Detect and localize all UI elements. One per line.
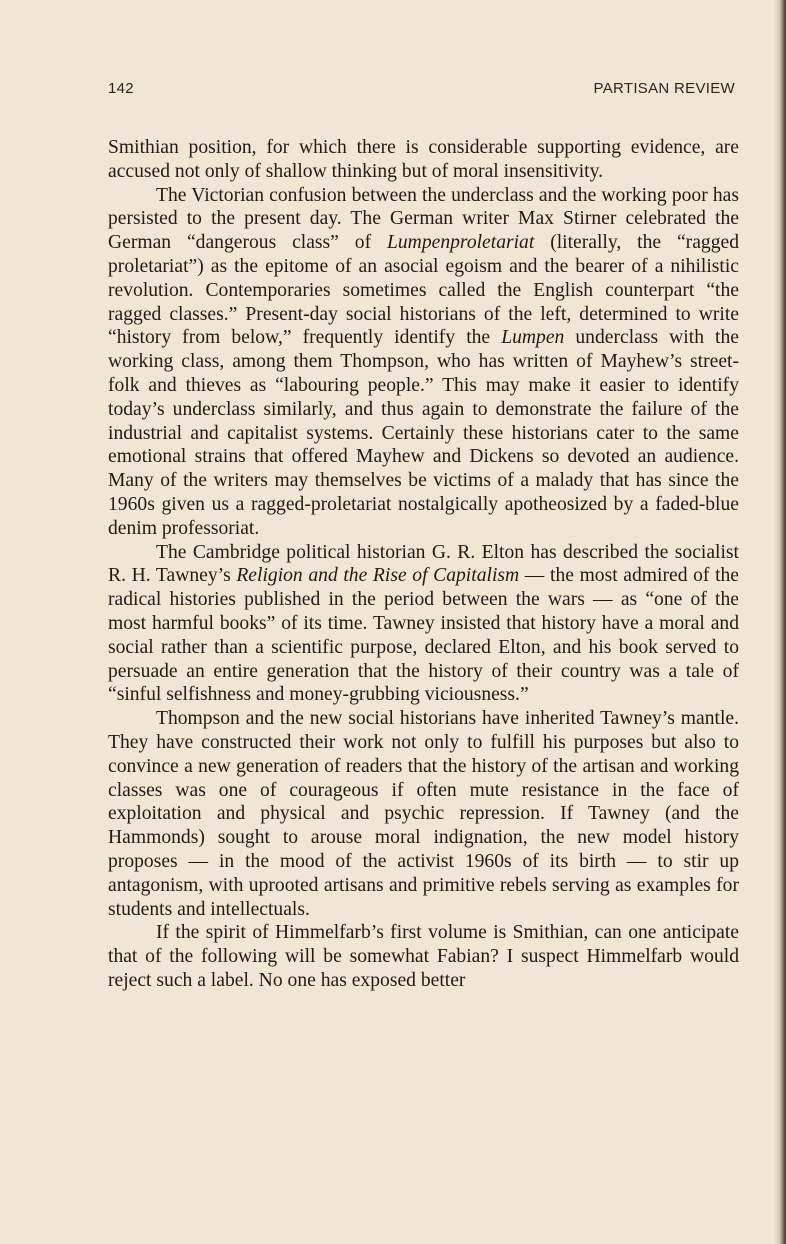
italic-title: Religion and the Rise of Capitalism (236, 565, 520, 587)
paragraph (108, 136, 739, 184)
body-text (108, 136, 739, 993)
paragraph (108, 541, 739, 708)
text-run: If the spirit of Himmelfarb’s first volume is Smithian, can one anticipate that of the following will be somewhat Fabian? I suspect Himmelfarb would reject such a label. No one has exposed better (108, 922, 739, 991)
italic-title: Lumpen (501, 327, 565, 349)
text-run: Smithian position, for which there is considerable supporting evidence, are accused not only of shallow thinking but of moral insensitivity. (108, 137, 739, 182)
page-number: 142 (108, 80, 134, 97)
text-run: underclass with the working class, among them Thompson, who has written of Mayhew’s street-folk and thieves as “labouring people.” This may make it easier to identify today’s underclass similarly, and thus again to demonstrate the failure of the industrial and capitalist systems. Certainly these historians cater to the same emotional strains that offered Mayhew and Dickens so devoted an audience. Many of the writers may themselves be victims of a malady that has since the 1960s given us a ragged-proletariat nostalgically apotheosized by a faded-blue denim professoriat. (108, 327, 739, 539)
text-run: — the most admired of the radical histories published in the period between the wars — as “one of the most harmful books” of its time. Tawney insisted that history have a moral and social rather than a scientific purpose, declared Elton, and his book served to persuade an entire generation that the history of their country was a tale of “sinful selfishness and money-grubbing viciousness.” (108, 565, 740, 706)
page-edge (774, 0, 786, 1244)
running-head: PARTISAN REVIEW (593, 80, 735, 97)
paragraph (108, 184, 739, 541)
paragraph (108, 921, 739, 992)
page-header (108, 80, 735, 102)
text-run: The Victorian confusion between the underclass and the working poor has persisted to the present day. The German writer Max Stirner celebrated the German “dangerous class” of (108, 184, 739, 254)
text-run: The Cambridge political historian G. R. Elton has described the socialist R. H. Tawney’s (108, 541, 739, 587)
italic-title: Lumpenproletariat (386, 232, 535, 254)
paragraph (108, 707, 739, 921)
text-run: Thompson and the new social historians have inherited Tawney’s mantle. They have constructed their work not only to fulfill his purposes but also to convince a new generation of readers that the history of the artisan and working classes was one of courageous if often mute resistance in the face of exploitation and physical and psychic repression. If Tawney (and the Hammonds) sought to arouse moral indignation, the new model history proposes — in the mood of the activist 1960s of its birth — to stir up antagonism, with uprooted artisans and primitive rebels serving as examples for students and intellectuals. (108, 708, 739, 920)
text-run: (literally, the “ragged proletariat”) as the epitome of an asocial egoism and the bearer of a nihilistic revolution. Contemporaries sometimes called the English counterpart “the ragged classes.” Present-day social historians of the left, determined to write “history from below,” frequently identify the (108, 232, 739, 349)
